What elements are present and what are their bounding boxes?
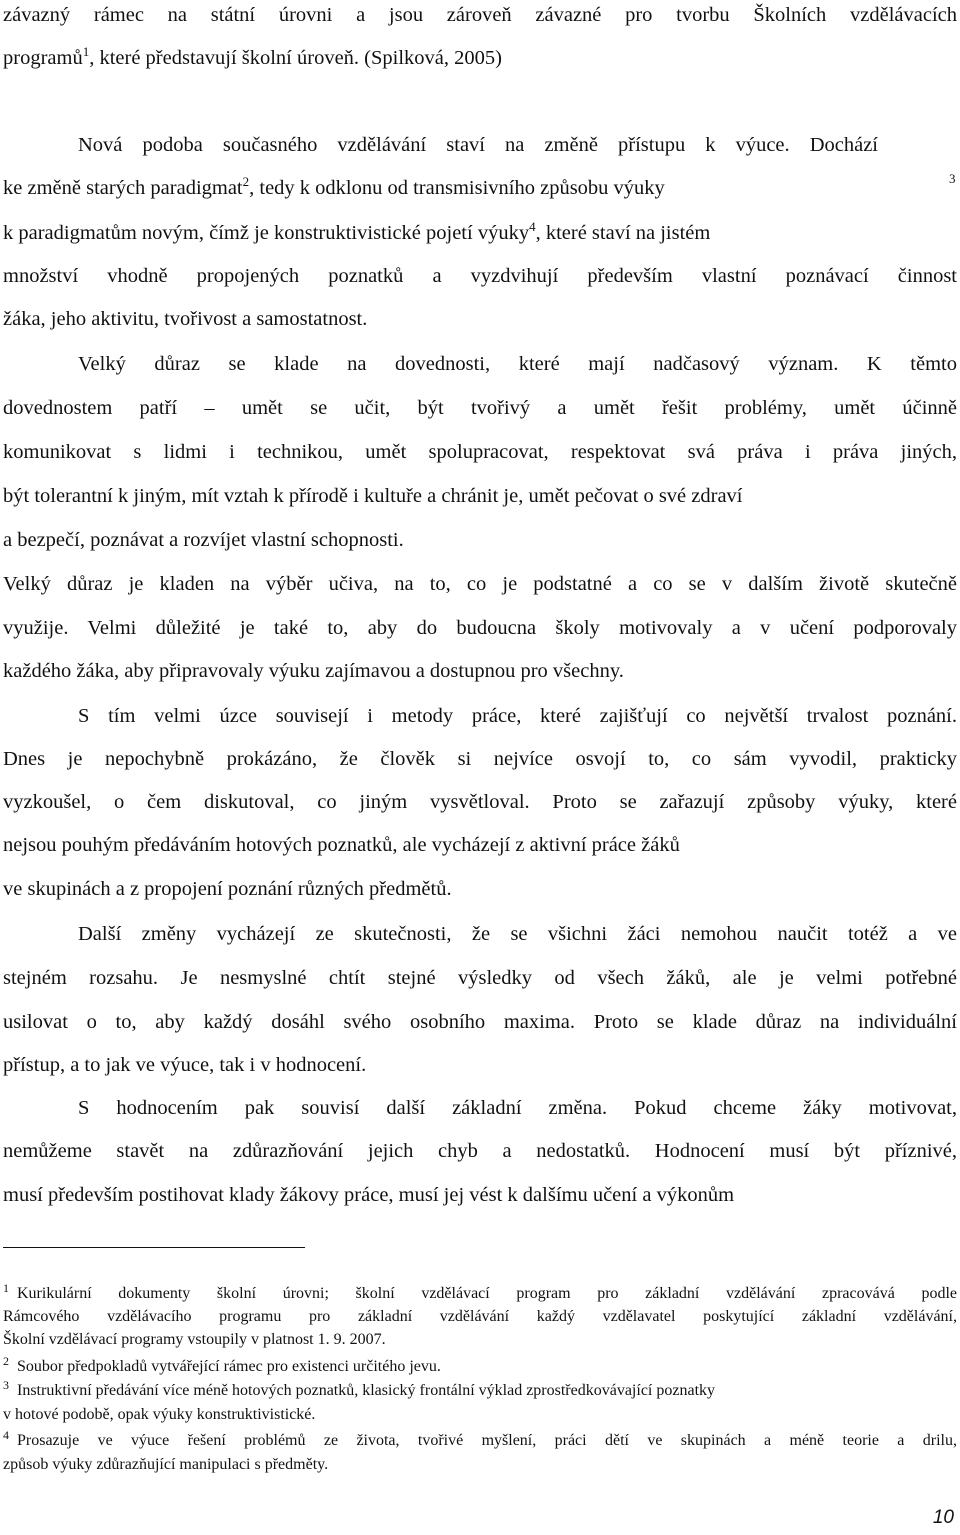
footnote-ref[interactable]: 4 — [529, 219, 536, 235]
text-line: množství vhodně propojených poznatků a vyzdvihují především vlastní poznávací činnost — [3, 265, 957, 287]
text-line: být tolerantní k jiným, mít vztah k přírodě i kultuře a chránit je, umět pečovat o své zdraví — [3, 485, 743, 507]
footnote-ref[interactable]: 3 — [949, 171, 956, 186]
text-line: ve skupinách a z propojení poznání různých předmětů. — [3, 878, 452, 900]
footnote-ref[interactable]: 1 — [82, 44, 90, 60]
footnote-4: $^4$ Prosazuje ve výuce řešení problémů ze života, tvořivé myšlení, práci dětí ve skupinách a méně teorie a drilu, — [3, 1427, 957, 1449]
text-line: ke změně starých paradigmat$^2$, tedy k odklonu od transmisivního způsobu výuky — [3, 174, 665, 199]
footnote-1: $^1$ Kurikulární dokumenty školní úrovni; školní vzdělávací program pro základní vzdělávání zpracovává podle — [3, 1280, 957, 1302]
footnote-3: $^3$ Instruktivní předávání více méně hotových poznatků, klasický frontální výklad zprostředkovávající poznatky — [3, 1377, 716, 1399]
text-line: S hodnocením pak souvisí další základní změna. Pokud chceme žáky motivovat, — [78, 1097, 957, 1119]
page-number: 10 — [932, 1507, 954, 1528]
text-line: žáka, jeho aktivitu, tvořivost a samostatnost. — [3, 308, 368, 330]
text-line: Dnes je nepochybně prokázáno, že člověk si nejvíce osvojí to, co sám vyvodil, prakticky — [3, 748, 957, 770]
text-line: využije. Velmi důležité je také to, aby do budoucna školy motivovaly a v učení podporovaly — [3, 617, 957, 639]
text-line: komunikovat s lidmi i technikou, umět spolupracovat, respektovat svá práva i práva jiných, — [3, 441, 957, 463]
text-line: nejsou pouhým předáváním hotových poznatků, ale vycházejí z aktivní práce žáků — [3, 834, 680, 856]
footnote-separator — [3, 1247, 305, 1248]
text-line: Velký důraz se klade na dovednosti, které mají nadčasový význam. K těmto — [78, 353, 957, 375]
text-line: k paradigmatům novým, čímž je konstruktivistické pojetí výuky$^4$, které staví na jistém — [3, 219, 711, 244]
text-line: nemůžeme stavět na zdůrazňování jejich chyb a nedostatků. Hodnocení musí být příznivé, — [3, 1140, 957, 1162]
text-line: přístup, a to jak ve výuce, tak i v hodnocení. — [3, 1054, 367, 1076]
text-line: a bezpečí, poznávat a rozvíjet vlastní schopnosti. — [3, 529, 404, 551]
text-line: vyzkoušel, o čem diskutoval, co jiným vysvětloval. Proto se zařazují způsoby výuky, které — [3, 791, 957, 813]
text-line: každého žáka, aby připravovaly výuku zajímavou a dostupnou pro všechny. — [3, 660, 624, 682]
footnote-1-cont: Rámcového vzdělávacího programu pro základní vzdělávání každý vzdělavatel poskytující základní vzdělávání, — [3, 1308, 957, 1325]
footnote-ref[interactable]: 2 — [242, 174, 250, 190]
text-line: usilovat o to, aby každý dosáhl svého osobního maxima. Proto se klade důraz na individuální — [3, 1011, 957, 1033]
text-line: Další změny vycházejí ze skutečnosti, že se všichni žáci nemohou naučit totéž a ve — [78, 923, 957, 945]
text-line: S tím velmi úzce souvisejí i metody práce, které zajišťují co největší trvalost poznání. — [78, 705, 957, 727]
footnote-1-cont: Školní vzdělávací programy vstoupily v platnost 1. 9. 2007. — [3, 1331, 386, 1348]
text-line: programů$^1$, které představují školní úroveň. (Spilková, 2005) — [3, 44, 502, 69]
text-line: musí především postihovat klady žákovy práce, musí jej vést k dalšímu učení a výkonům — [3, 1184, 735, 1206]
footnote-3-cont: v hotové podobě, opak výuky konstruktivistické. — [3, 1406, 316, 1423]
text-line: Nová podoba současného vzdělávání staví na změně přístupu k výuce. Dochází — [78, 134, 878, 156]
text-line: Velký důraz je kladen na výběr učiva, na to, co je podstatné a co se v dalším životě skutečně — [3, 573, 957, 595]
text-line: stejném rozsahu. Je nesmyslné chtít stejné výsledky od všech žáků, ale je velmi potřebné — [3, 967, 957, 989]
footnote-2: $^2$ Soubor předpokladů vytvářející rámec pro existenci určitého jevu. — [3, 1353, 441, 1375]
text-line: závazný rámec na státní úrovni a jsou zároveň závazné pro tvorbu Školních vzdělávacích — [3, 4, 957, 26]
text-line: dovednostem patří – umět se učit, být tvořivý a umět řešit problémy, umět účinně — [3, 397, 957, 419]
footnote-4-cont: způsob výuky zdůrazňující manipulaci s předměty. — [3, 1456, 329, 1473]
